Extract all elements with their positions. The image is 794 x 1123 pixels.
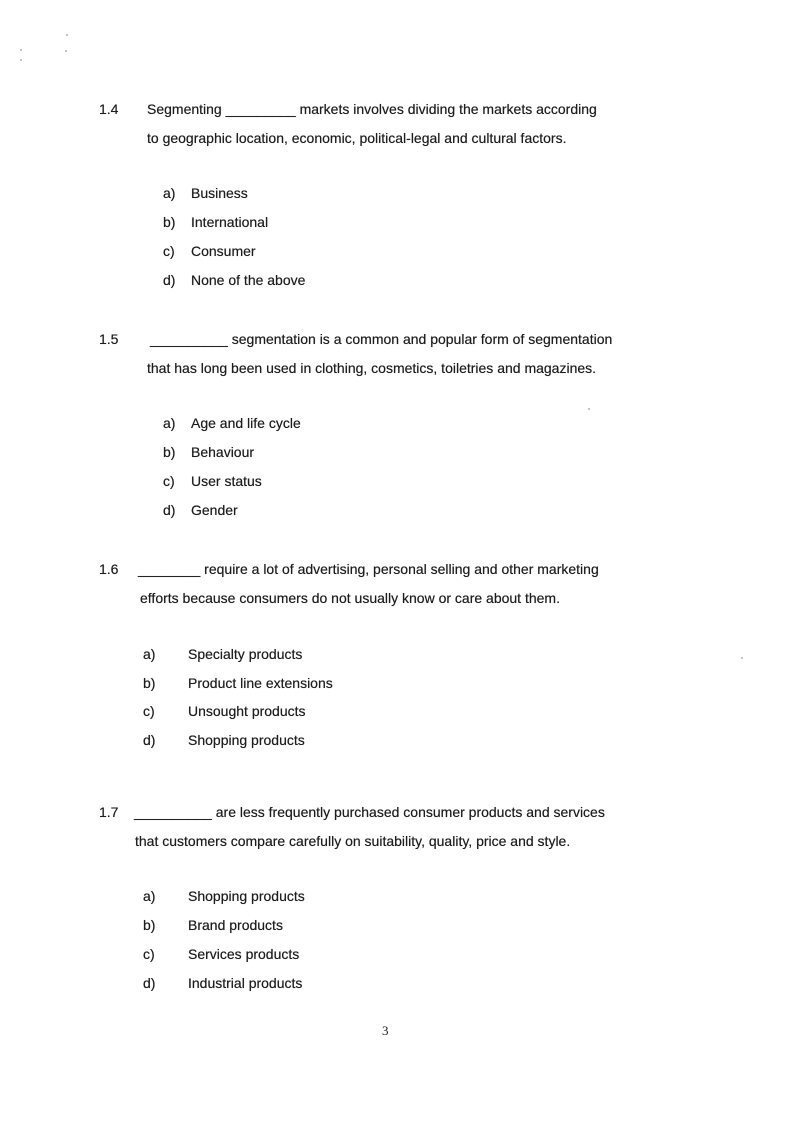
option-row (143, 646, 302, 663)
option-text: Shopping products (188, 888, 305, 904)
option-text: Business (191, 185, 248, 201)
option-letter: b) (143, 675, 156, 691)
scan-artifact (66, 34, 68, 36)
option-row (143, 917, 283, 934)
question-stem-line: __________ segmentation is a common and popular form of segmentation (150, 331, 613, 347)
option-text: Product line extensions (188, 675, 333, 691)
option-letter: a) (143, 646, 156, 662)
option-text: None of the above (191, 272, 306, 288)
question-stem-line: Segmenting _________ markets involves dividing the markets according (147, 101, 597, 117)
option-letter: c) (143, 946, 155, 962)
option-text: Shopping products (188, 732, 305, 748)
scan-artifact (20, 49, 22, 51)
question-stem-line: ________ require a lot of advertising, personal selling and other marketing (138, 561, 599, 577)
option-letter: d) (143, 975, 156, 991)
option-text: Specialty products (188, 646, 303, 662)
option-letter: d) (163, 502, 176, 518)
page-number: 3 (382, 1023, 389, 1038)
option-row (143, 675, 333, 692)
option-row (163, 185, 248, 202)
question-number: 1.4 (99, 101, 119, 117)
option-letter: d) (163, 272, 176, 288)
option-letter: b) (143, 917, 156, 933)
option-row (163, 214, 268, 231)
option-text: Consumer (191, 243, 256, 259)
scan-artifact (20, 59, 22, 61)
option-row (163, 473, 262, 490)
option-row (143, 703, 306, 720)
option-row (143, 888, 305, 905)
option-row (143, 975, 302, 992)
option-row (163, 243, 256, 260)
option-letter: c) (163, 243, 175, 259)
option-text: Behaviour (191, 444, 255, 460)
option-letter: b) (163, 214, 176, 230)
option-text: Services products (188, 946, 300, 962)
option-letter: b) (163, 444, 176, 460)
option-text: User status (191, 473, 262, 489)
option-row (163, 272, 305, 289)
question-stem-line: __________ are less frequently purchased consumer products and services (134, 804, 605, 820)
option-letter: d) (143, 732, 156, 748)
option-letter: c) (143, 703, 155, 719)
question-stem-line: that customers compare carefully on suitability, quality, price and style. (135, 833, 571, 849)
option-row (143, 946, 299, 963)
option-row (163, 415, 301, 432)
scan-artifact (741, 657, 743, 659)
question-number: 1.7 (99, 804, 119, 820)
option-letter: a) (163, 185, 176, 201)
option-text: Brand products (188, 917, 283, 933)
option-text: Gender (191, 502, 238, 518)
option-text: Unsought products (188, 703, 306, 719)
option-text: Industrial products (188, 975, 303, 991)
option-row (163, 502, 238, 519)
question-stem-line: that has long been used in clothing, cosmetics, toiletries and magazines. (147, 360, 597, 376)
scan-artifact (588, 408, 590, 410)
scan-artifact (65, 50, 67, 52)
question-stem-line: efforts because consumers do not usually know or care about them. (140, 590, 560, 606)
option-row (163, 444, 254, 461)
question-stem-line: to geographic location, economic, political-legal and cultural factors. (147, 130, 567, 146)
option-text: International (191, 214, 269, 230)
option-row (143, 732, 305, 749)
option-text: Age and life cycle (191, 415, 301, 431)
option-letter: a) (163, 415, 176, 431)
question-number: 1.6 (99, 561, 119, 577)
option-letter: a) (143, 888, 156, 904)
option-letter: c) (163, 473, 175, 489)
question-number: 1.5 (99, 331, 119, 347)
